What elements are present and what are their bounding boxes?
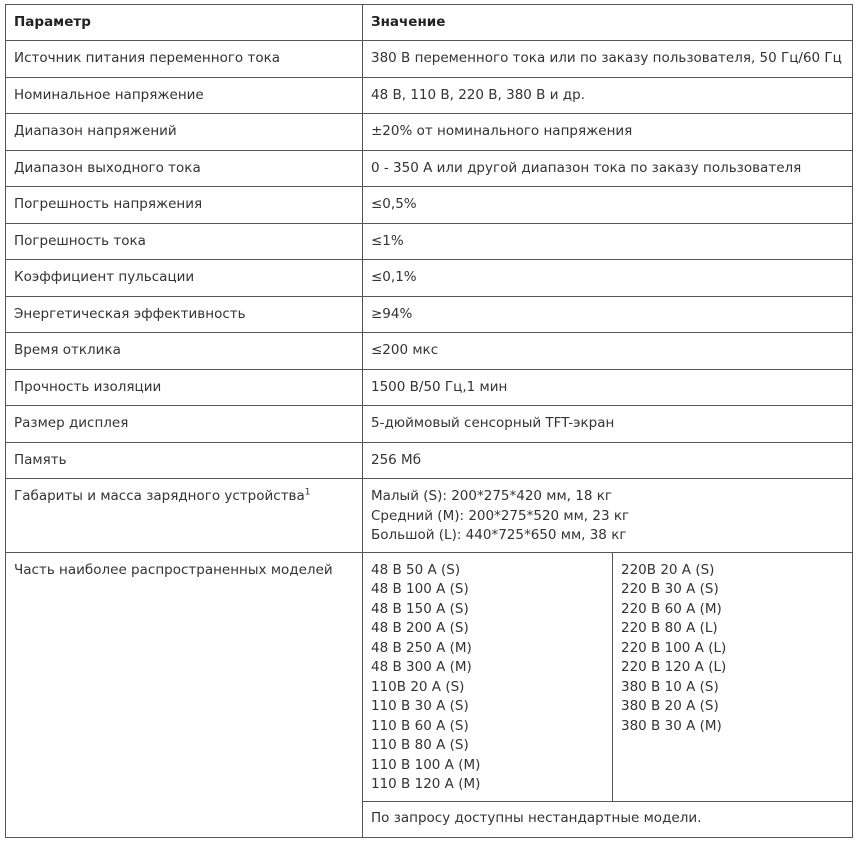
model-item: 380 В 10 А (S) xyxy=(621,678,719,695)
table-row xyxy=(6,150,853,187)
model-item: 48 В 100 А (S) xyxy=(371,581,469,597)
model-item: 220 В 60 А (M) xyxy=(621,600,722,617)
row-value: 0 - 350 А или другой диапазон тока по заказу пользователя xyxy=(363,150,853,187)
row-param: Диапазон напряжений xyxy=(6,114,363,151)
model-item: 110 В 30 А (S) xyxy=(371,698,469,714)
row-value: ≤0,1% xyxy=(363,260,853,297)
model-item: 48 В 50 А (S) xyxy=(371,561,461,578)
row-value: 5-дюймовый сенсорный TFT-экран xyxy=(363,406,853,443)
row-value: ≥94% xyxy=(363,296,853,333)
dimension-line: Малый (S): 200*275*420 мм, 18 кг xyxy=(371,488,612,504)
dimensions-value xyxy=(363,479,853,553)
models-row xyxy=(6,552,853,801)
model-item: 380 В 30 А (M) xyxy=(621,717,722,734)
dimensions-row xyxy=(6,479,853,553)
model-item: 380 В 20 А (S) xyxy=(621,698,719,714)
row-param: Прочность изоляции xyxy=(6,369,363,406)
table-row xyxy=(6,406,853,443)
row-param: Время отклика xyxy=(6,333,363,370)
dimensions-param xyxy=(6,479,363,553)
model-item: 110 В 60 А (S) xyxy=(371,717,469,734)
header-row xyxy=(6,5,853,41)
row-value: 48 В, 110 В, 220 В, 380 В и др. xyxy=(363,77,853,114)
model-item: 48 В 200 А (S) xyxy=(371,620,469,636)
dimensions-param-text: Габариты и масса зарядного устройства xyxy=(14,488,305,504)
model-item: 48 В 250 А (M) xyxy=(371,639,472,656)
model-item: 110 В 80 А (S) xyxy=(371,737,469,753)
model-item: 48 В 300 А (M) xyxy=(371,659,472,675)
table-row xyxy=(6,223,853,260)
model-item: 220 В 100 А (L) xyxy=(621,639,727,656)
table-row xyxy=(6,369,853,406)
row-param: Погрешность тока xyxy=(6,223,363,260)
row-param: Номинальное напряжение xyxy=(6,77,363,114)
table-row xyxy=(6,442,853,479)
table-row xyxy=(6,260,853,297)
row-param: Источник питания переменного тока xyxy=(6,41,363,78)
model-item: 220 В 30 А (S) xyxy=(621,581,719,597)
model-item: 110 В 120 А (M) xyxy=(371,776,481,792)
table-row xyxy=(6,333,853,370)
row-param: Погрешность напряжения xyxy=(6,187,363,224)
table-row xyxy=(6,77,853,114)
table-row xyxy=(6,41,853,78)
row-value: 1500 В/50 Гц,1 мин xyxy=(363,369,853,406)
dimension-line: Большой (L): 440*725*650 мм, 38 кг xyxy=(371,527,627,543)
table-row xyxy=(6,114,853,151)
models-col1 xyxy=(363,552,613,801)
row-value: ≤1% xyxy=(363,223,853,260)
table-row xyxy=(6,296,853,333)
row-param: Память xyxy=(6,442,363,479)
row-value: ±20% от номинального напряжения xyxy=(363,114,853,151)
row-value: 256 Мб xyxy=(363,442,853,479)
row-value: ≤200 мкс xyxy=(363,333,853,370)
row-value: ≤0,5% xyxy=(363,187,853,224)
row-param: Размер дисплея xyxy=(6,406,363,443)
model-item: 220 В 80 А (L) xyxy=(621,620,718,636)
spec-table xyxy=(5,4,853,838)
footnote-marker: 1 xyxy=(304,487,311,498)
model-item: 220 В 120 А (L) xyxy=(621,659,727,675)
table-row xyxy=(6,187,853,224)
row-param: Коэффициент пульсации xyxy=(6,260,363,297)
models-param: Часть наиболее распространенных моделей xyxy=(6,552,363,837)
model-item: 110В 20 А (S) xyxy=(371,678,465,695)
models-note: По запросу доступны нестандартные модели. xyxy=(363,801,853,837)
header-value: Значение xyxy=(363,5,853,41)
dimension-line: Средний (M): 200*275*520 мм, 23 кг xyxy=(371,507,630,524)
row-param: Диапазон выходного тока xyxy=(6,150,363,187)
model-item: 220В 20 А (S) xyxy=(621,561,715,578)
model-item: 110 В 100 А (M) xyxy=(371,756,481,773)
header-param: Параметр xyxy=(6,5,363,41)
model-item: 48 В 150 А (S) xyxy=(371,600,469,617)
row-value: 380 В переменного тока или по заказу пользователя, 50 Гц/60 Гц xyxy=(363,41,853,78)
row-param: Энергетическая эффективность xyxy=(6,296,363,333)
models-col2 xyxy=(613,552,853,801)
